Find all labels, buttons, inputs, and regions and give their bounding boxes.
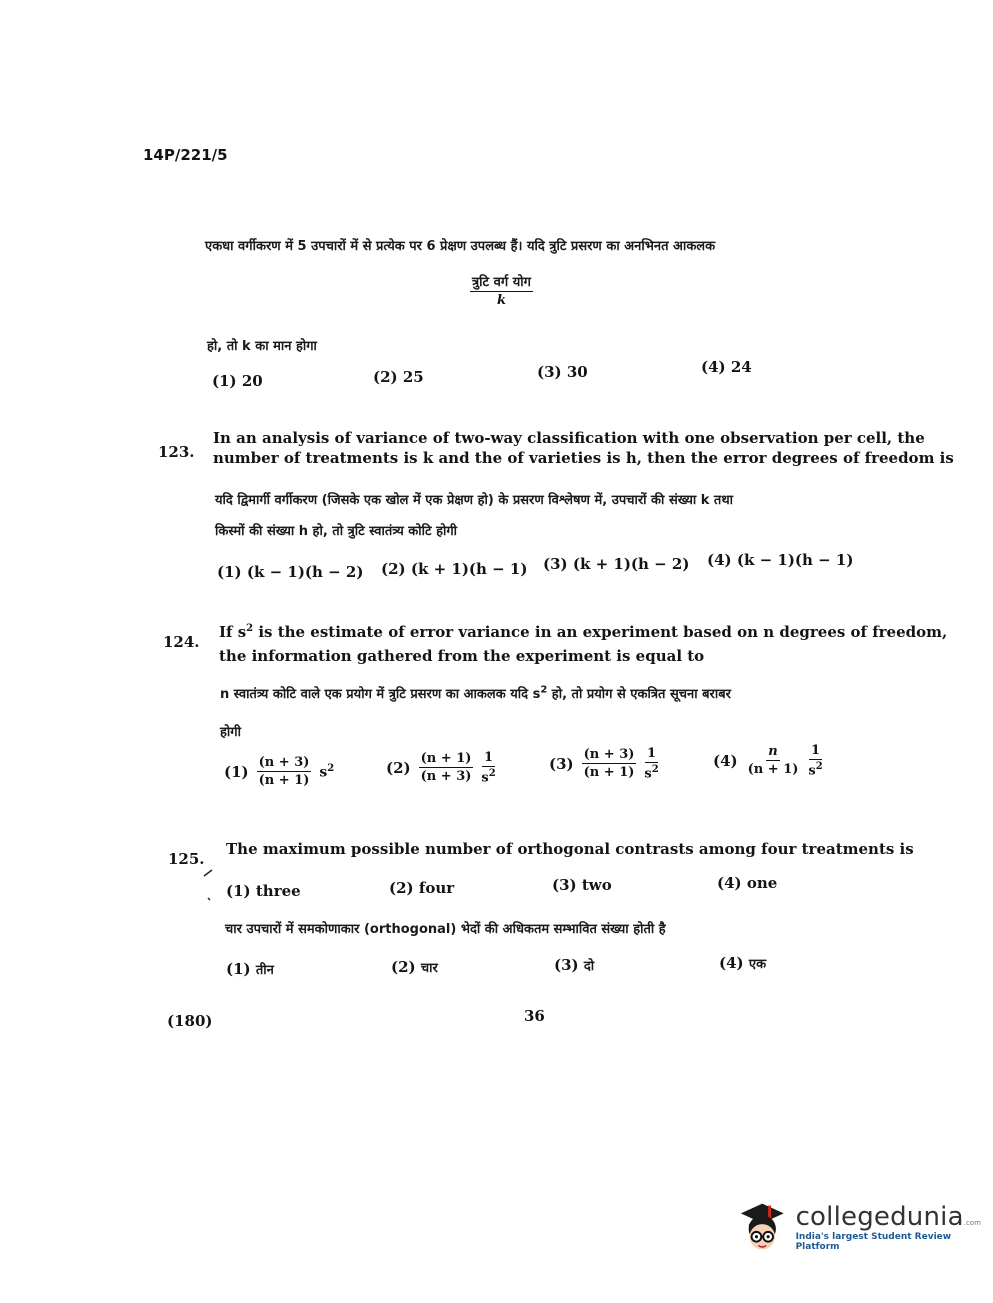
q122-hindi-text: एकधा वर्गीकरण में 5 उपचारों में से प्रत्येक पर 6 प्रेक्षण उपलब्ध हैं। यदि त्रुटि प्रसरण का अनभिनत आकलक [205, 239, 716, 254]
option-text: two [581, 876, 612, 894]
option-text: 25 [402, 368, 424, 386]
option-number: (4) [719, 954, 744, 972]
q124-option-3 [549, 746, 659, 781]
q122-fraction-numerator: त्रुटि वर्ग योग [470, 272, 533, 292]
option-text: (k − 1)(h − 2) [246, 563, 364, 581]
option-text: (k − 1)(h − 1) [736, 551, 854, 569]
superscript-2: 2 [540, 684, 548, 696]
collegedunia-logo[interactable] [735, 1195, 993, 1259]
q125-option-en-1 [226, 882, 301, 900]
q123-option-3 [543, 555, 689, 573]
superscript-2: 2 [327, 762, 335, 774]
q122-option-3 [537, 363, 588, 381]
q125-option-hi-4 [719, 954, 766, 972]
fraction-numerator: 1 [647, 746, 657, 761]
q125-option-hi-3 [554, 956, 594, 974]
option-term: s [319, 764, 328, 781]
option-text: four [418, 879, 455, 897]
fraction-denominator: s [644, 766, 652, 782]
option-number: (2) [391, 958, 416, 976]
option-number: (2) [373, 368, 398, 386]
option-text: एक [748, 957, 767, 972]
logo-wordmark: collegedunia [795, 1202, 964, 1232]
paper-code: 14P/221/5 [143, 146, 228, 164]
q122-fraction-denominator: k [496, 293, 506, 308]
q125-option-hi-1 [226, 960, 274, 978]
q124-hindi-line-1-a: n स्वातंत्र्य कोटि वाले एक प्रयोग में त्रुटि प्रसरण का आकलक यदि s [220, 687, 541, 702]
option-text: (k + 1)(h − 2) [572, 555, 690, 573]
q124-english-line-1-b: is the estimate of error variance in an experiment based on n degrees of freedom, [253, 623, 948, 641]
option-number: (3) [543, 555, 568, 573]
option-text: दो [583, 959, 595, 974]
option-fraction [582, 747, 637, 780]
q122-fraction [470, 272, 533, 308]
q124-hindi-line-2: होगी [220, 725, 241, 740]
q125-english-line: The maximum possible number of orthogonal contrasts among four treatments is [226, 840, 914, 858]
q123-option-4 [707, 551, 853, 569]
option-fraction [419, 751, 474, 784]
option-number: (3) [554, 956, 579, 974]
q124-english-line-1-a: If s [219, 623, 247, 641]
q124-hindi-line-1 [220, 684, 900, 702]
option-number: (2) [386, 758, 411, 777]
fraction-numerator: (n + 3) [583, 747, 635, 763]
page-number: 36 [524, 1007, 545, 1025]
q125-option-en-4 [717, 874, 777, 892]
logo-tagline: India's largest Student Review Platform [795, 1232, 952, 1252]
option-number: (3) [537, 363, 562, 381]
fraction-denominator: (n + 1) [747, 762, 799, 778]
option-fraction [257, 755, 312, 788]
option-number: (1) [224, 762, 249, 781]
q124-option-1 [224, 755, 334, 788]
option-number: (4) [707, 551, 732, 569]
option-fraction-2 [808, 743, 822, 778]
option-text: 20 [241, 372, 263, 390]
q125-option-en-3 [552, 876, 612, 894]
q122-tail-text: हो, तो k का मान होगा [207, 339, 317, 354]
fraction-denominator: (n + 1) [583, 765, 635, 781]
q122-option-1 [212, 372, 263, 390]
q124-english-line-2: the information gathered from the experiment is equal to [219, 647, 705, 665]
option-text: तीन [255, 963, 274, 978]
fraction-numerator: n [768, 744, 778, 760]
q124-option-4 [713, 743, 823, 778]
option-number: (4) [717, 874, 742, 892]
fraction-denominator: (n + 3) [420, 769, 472, 785]
option-number: (3) [552, 876, 577, 894]
q123-english-line-2: number of treatments is k and the of varieties is h, then the error degrees of freedom is [213, 449, 954, 467]
option-number: (1) [212, 372, 237, 390]
option-fraction [748, 744, 799, 777]
q123-option-1 [217, 563, 363, 581]
fraction-numerator: (n + 3) [258, 755, 310, 770]
superscript-2: 2 [815, 761, 823, 772]
option-number: (3) [549, 754, 574, 773]
option-number: (4) [713, 751, 738, 770]
option-number: (1) [226, 882, 251, 900]
fraction-denominator: s [481, 770, 489, 786]
q124-number: 124. [163, 633, 200, 651]
fraction-numerator: (n + 1) [420, 751, 472, 767]
fraction-numerator: 1 [811, 743, 821, 758]
option-number: (2) [389, 879, 414, 897]
superscript-2: 2 [488, 768, 496, 779]
fraction-denominator: (n + 1) [258, 773, 310, 788]
fraction-denominator: s [808, 763, 816, 779]
q124-english-line-1 [219, 623, 948, 641]
option-number: (2) [381, 560, 406, 578]
q122-option-4 [701, 358, 752, 376]
option-text: three [255, 882, 301, 900]
q125-option-en-2 [389, 879, 454, 897]
q123-number: 123. [158, 443, 195, 461]
option-fraction-2 [644, 746, 658, 781]
option-number: (1) [217, 563, 242, 581]
option-number: (1) [226, 960, 251, 978]
footer-set-code: (180) [167, 1012, 213, 1030]
q124-hindi-line-1-b: हो, तो प्रयोग से एकत्रित सूचना बराबर [547, 687, 731, 702]
q125-number: 125. [168, 850, 205, 868]
option-number: (4) [701, 358, 726, 376]
q125-hindi-line: चार उपचारों में समकोणाकार (orthogonal) भेदों की अधिकतम सम्भावित संख्या होती है [225, 922, 666, 937]
q122-option-2 [373, 368, 424, 386]
option-text: 30 [566, 363, 588, 381]
q124-option-2 [386, 750, 496, 785]
superscript-2: 2 [246, 623, 254, 634]
option-text: 24 [730, 358, 752, 376]
q123-hindi-line-1: यदि द्विमार्गी वर्गीकरण (जिसके एक खोल में एक प्रेक्षण हो) के प्रसरण विश्लेषण में, उपचारों की संख्या k तथा [215, 493, 734, 508]
q123-english-line-1: In an analysis of variance of two-way classification with one observation per cell, the [213, 429, 925, 447]
option-text: (k + 1)(h − 1) [410, 560, 528, 578]
superscript-2: 2 [651, 764, 659, 775]
fraction-numerator: 1 [484, 750, 494, 765]
logo-suffix: .com [963, 1219, 981, 1227]
option-fraction-2 [481, 750, 495, 785]
q123-hindi-line-2: किस्मों की संख्या h हो, तो त्रुटि स्वातंत्र्य कोटि होगी [215, 524, 458, 539]
option-text: one [746, 874, 778, 892]
option-text: चार [420, 961, 438, 976]
student-mascot-icon [735, 1195, 790, 1259]
q125-option-hi-2 [391, 958, 438, 976]
q123-option-2 [381, 560, 527, 578]
